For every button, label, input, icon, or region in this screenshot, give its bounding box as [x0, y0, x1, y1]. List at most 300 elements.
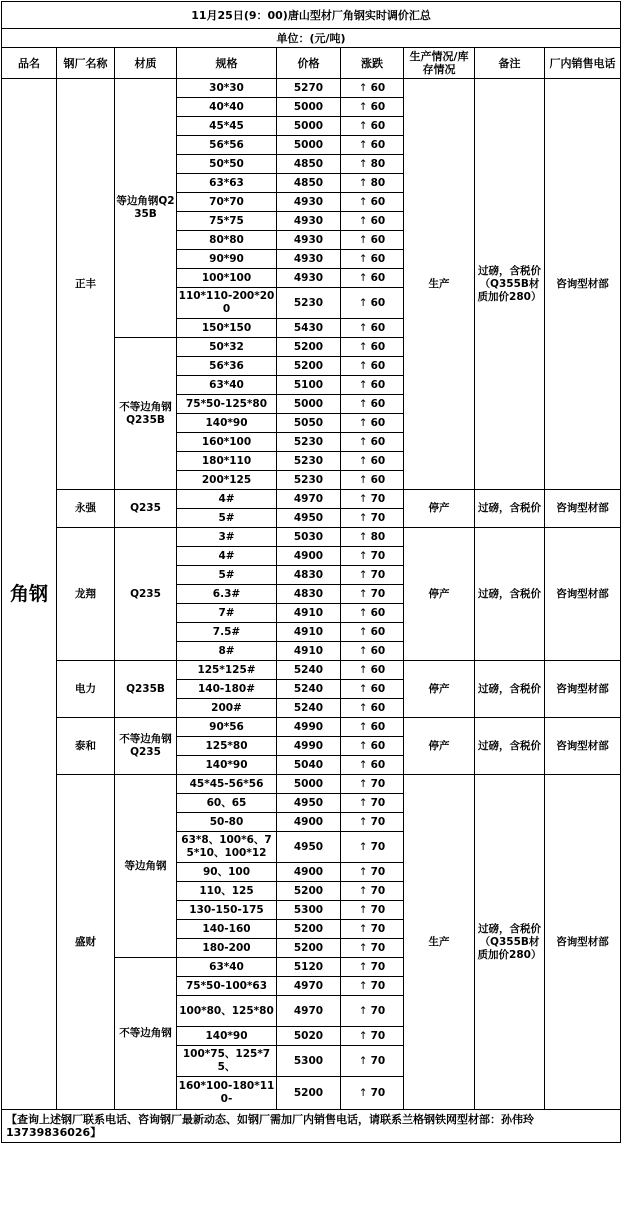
- price-cell: 5000: [277, 98, 341, 117]
- header-product: 品名: [2, 48, 57, 79]
- spec-cell: 4#: [177, 490, 277, 509]
- sales-contact: 咨询型材部: [545, 490, 621, 528]
- change-value: 60: [370, 340, 386, 353]
- unit-label: 单位：(元/吨): [2, 29, 621, 48]
- change-cell: [341, 775, 404, 794]
- up-arrow-icon: ↑: [358, 176, 368, 189]
- change-cell: [341, 604, 404, 623]
- up-arrow-icon: ↑: [358, 378, 368, 391]
- material-cell: 不等边角钢Q235: [115, 718, 177, 775]
- sales-contact: 咨询型材部: [545, 718, 621, 775]
- up-arrow-icon: ↑: [358, 739, 368, 752]
- change-cell: [341, 661, 404, 680]
- change-value: 70: [370, 815, 386, 828]
- change-cell: [341, 737, 404, 756]
- change-cell: [341, 699, 404, 718]
- price-cell: 5000: [277, 117, 341, 136]
- change-value: 60: [370, 416, 386, 429]
- price-cell: 5200: [277, 338, 341, 357]
- spec-cell: 160*100-180*110-: [177, 1077, 277, 1110]
- spec-cell: 4#: [177, 547, 277, 566]
- spec-cell: 7#: [177, 604, 277, 623]
- up-arrow-icon: ↑: [358, 492, 368, 505]
- spec-cell: 70*70: [177, 193, 277, 212]
- change-value: 60: [370, 397, 386, 410]
- header-price: 价格: [277, 48, 341, 79]
- spec-cell: 50-80: [177, 813, 277, 832]
- mill-name: 泰和: [57, 718, 115, 775]
- material-cell: 等边角钢: [115, 775, 177, 958]
- change-cell: [341, 718, 404, 737]
- change-value: 70: [370, 840, 386, 853]
- change-value: 60: [370, 644, 386, 657]
- price-cell: 5270: [277, 79, 341, 98]
- change-cell: [341, 98, 404, 117]
- spec-cell: 80*80: [177, 231, 277, 250]
- change-cell: [341, 623, 404, 642]
- change-cell: [341, 212, 404, 231]
- price-cell: 5240: [277, 661, 341, 680]
- price-cell: 4830: [277, 585, 341, 604]
- up-arrow-icon: ↑: [358, 865, 368, 878]
- spec-cell: 140*90: [177, 756, 277, 775]
- up-arrow-icon: ↑: [358, 1029, 368, 1042]
- change-value: 60: [370, 606, 386, 619]
- change-cell: [341, 117, 404, 136]
- production-status: 停产: [404, 528, 475, 661]
- spec-cell: 45*45-56*56: [177, 775, 277, 794]
- spec-cell: 6.3#: [177, 585, 277, 604]
- change-cell: [341, 79, 404, 98]
- spec-cell: 125*80: [177, 737, 277, 756]
- price-cell: 4900: [277, 863, 341, 882]
- up-arrow-icon: ↑: [358, 454, 368, 467]
- change-cell: [341, 977, 404, 996]
- price-cell: 4970: [277, 977, 341, 996]
- change-cell: [341, 471, 404, 490]
- sales-contact: 咨询型材部: [545, 775, 621, 1110]
- spec-cell: 7.5#: [177, 623, 277, 642]
- spec-cell: 200#: [177, 699, 277, 718]
- price-cell: 5050: [277, 414, 341, 433]
- price-cell: 5020: [277, 1027, 341, 1046]
- spec-cell: 8#: [177, 642, 277, 661]
- header-material: 材质: [115, 48, 177, 79]
- price-cell: 4930: [277, 269, 341, 288]
- remark-cell: 过磅，含税价: [475, 528, 545, 661]
- remark-cell: 过磅，含税价: [475, 661, 545, 718]
- price-cell: 5000: [277, 775, 341, 794]
- change-value: 60: [370, 378, 386, 391]
- up-arrow-icon: ↑: [358, 233, 368, 246]
- change-value: 60: [370, 81, 386, 94]
- change-cell: [341, 882, 404, 901]
- change-value: 70: [370, 1029, 386, 1042]
- mill-name: 龙翔: [57, 528, 115, 661]
- change-cell: [341, 756, 404, 775]
- change-cell: [341, 433, 404, 452]
- change-cell: [341, 794, 404, 813]
- change-value: 60: [370, 758, 386, 771]
- change-value: 60: [370, 739, 386, 752]
- price-cell: 5200: [277, 920, 341, 939]
- change-cell: [341, 566, 404, 585]
- price-cell: 5230: [277, 471, 341, 490]
- change-value: 70: [370, 549, 386, 562]
- up-arrow-icon: ↑: [358, 682, 368, 695]
- change-value: 70: [370, 1054, 386, 1067]
- up-arrow-icon: ↑: [358, 720, 368, 733]
- up-arrow-icon: ↑: [358, 252, 368, 265]
- change-value: 60: [370, 701, 386, 714]
- spec-cell: 56*36: [177, 357, 277, 376]
- up-arrow-icon: ↑: [358, 511, 368, 524]
- spec-cell: 110*110-200*200: [177, 288, 277, 319]
- production-status: 生产: [404, 79, 475, 490]
- up-arrow-icon: ↑: [358, 644, 368, 657]
- up-arrow-icon: ↑: [358, 840, 368, 853]
- price-cell: 4850: [277, 155, 341, 174]
- price-cell: 5000: [277, 136, 341, 155]
- change-value: 70: [370, 796, 386, 809]
- spec-cell: 130-150-175: [177, 901, 277, 920]
- change-cell: [341, 174, 404, 193]
- up-arrow-icon: ↑: [358, 214, 368, 227]
- change-cell: [341, 585, 404, 604]
- spec-cell: 140*90: [177, 1027, 277, 1046]
- price-cell: 4950: [277, 794, 341, 813]
- spec-cell: 3#: [177, 528, 277, 547]
- price-cell: 4930: [277, 193, 341, 212]
- spec-cell: 5#: [177, 566, 277, 585]
- change-value: 70: [370, 922, 386, 935]
- spec-cell: 90、100: [177, 863, 277, 882]
- change-cell: [341, 193, 404, 212]
- spec-cell: 56*56: [177, 136, 277, 155]
- price-cell: 5230: [277, 452, 341, 471]
- price-cell: 5240: [277, 680, 341, 699]
- price-cell: 4930: [277, 212, 341, 231]
- up-arrow-icon: ↑: [358, 296, 368, 309]
- change-value: 60: [370, 100, 386, 113]
- change-cell: [341, 231, 404, 250]
- change-cell: [341, 490, 404, 509]
- change-value: 80: [370, 176, 386, 189]
- spec-cell: 63*8、100*6、75*10、100*12: [177, 832, 277, 863]
- mill-name: 永强: [57, 490, 115, 528]
- price-cell: 5030: [277, 528, 341, 547]
- up-arrow-icon: ↑: [358, 81, 368, 94]
- header-remark: 备注: [475, 48, 545, 79]
- change-value: 60: [370, 454, 386, 467]
- up-arrow-icon: ↑: [358, 701, 368, 714]
- up-arrow-icon: ↑: [358, 960, 368, 973]
- change-value: 70: [370, 777, 386, 790]
- spec-cell: 140*90: [177, 414, 277, 433]
- change-cell: [341, 813, 404, 832]
- up-arrow-icon: ↑: [358, 979, 368, 992]
- up-arrow-icon: ↑: [358, 530, 368, 543]
- table-row: [2, 661, 621, 680]
- spec-cell: 5#: [177, 509, 277, 528]
- up-arrow-icon: ↑: [358, 549, 368, 562]
- price-cell: 5120: [277, 958, 341, 977]
- up-arrow-icon: ↑: [358, 663, 368, 676]
- spec-cell: 75*75: [177, 212, 277, 231]
- up-arrow-icon: ↑: [358, 416, 368, 429]
- up-arrow-icon: ↑: [358, 435, 368, 448]
- change-value: 70: [370, 865, 386, 878]
- price-cell: 4930: [277, 250, 341, 269]
- price-cell: 5230: [277, 288, 341, 319]
- header-change: 涨跌: [341, 48, 404, 79]
- price-table: [1, 1, 621, 1143]
- price-cell: 4950: [277, 509, 341, 528]
- up-arrow-icon: ↑: [358, 606, 368, 619]
- change-value: 80: [370, 157, 386, 170]
- price-cell: 4900: [277, 547, 341, 566]
- change-cell: [341, 452, 404, 471]
- up-arrow-icon: ↑: [358, 777, 368, 790]
- production-status: 生产: [404, 775, 475, 1110]
- header-mill: 钢厂名称: [57, 48, 115, 79]
- price-cell: 5240: [277, 699, 341, 718]
- change-cell: [341, 376, 404, 395]
- change-value: 60: [370, 663, 386, 676]
- up-arrow-icon: ↑: [358, 922, 368, 935]
- change-value: 70: [370, 960, 386, 973]
- up-arrow-icon: ↑: [358, 473, 368, 486]
- change-cell: [341, 901, 404, 920]
- change-cell: [341, 509, 404, 528]
- change-cell: [341, 1046, 404, 1077]
- change-cell: [341, 642, 404, 661]
- spec-cell: 45*45: [177, 117, 277, 136]
- spec-cell: 150*150: [177, 319, 277, 338]
- sales-contact: 咨询型材部: [545, 528, 621, 661]
- production-status: 停产: [404, 490, 475, 528]
- change-cell: [341, 136, 404, 155]
- change-cell: [341, 338, 404, 357]
- spec-cell: 75*50-100*63: [177, 977, 277, 996]
- table-row: [2, 718, 621, 737]
- change-value: 70: [370, 941, 386, 954]
- up-arrow-icon: ↑: [358, 157, 368, 170]
- change-cell: [341, 680, 404, 699]
- change-cell: [341, 1027, 404, 1046]
- change-cell: [341, 528, 404, 547]
- change-cell: [341, 920, 404, 939]
- remark-cell: 过磅，含税价: [475, 490, 545, 528]
- change-value: 60: [370, 195, 386, 208]
- table-title: 11月25日(9：00)唐山型材厂角钢实时调价汇总: [2, 2, 621, 29]
- change-cell: [341, 547, 404, 566]
- sales-contact: 咨询型材部: [545, 661, 621, 718]
- up-arrow-icon: ↑: [358, 941, 368, 954]
- spec-cell: 63*63: [177, 174, 277, 193]
- spec-cell: 100*100: [177, 269, 277, 288]
- up-arrow-icon: ↑: [358, 195, 368, 208]
- up-arrow-icon: ↑: [358, 796, 368, 809]
- spec-cell: 90*90: [177, 250, 277, 269]
- footer-note: 【查询上述钢厂联系电话、咨询钢厂最新动态、如钢厂需加厂内销售电话，请联系兰格钢铁网型材部：孙伟玲13739836026】: [2, 1110, 621, 1143]
- change-value: 70: [370, 903, 386, 916]
- price-cell: 4930: [277, 231, 341, 250]
- material-cell: Q235B: [115, 661, 177, 718]
- material-cell: 不等边角钢Q235B: [115, 338, 177, 490]
- price-cell: 4900: [277, 813, 341, 832]
- change-value: 60: [370, 435, 386, 448]
- change-cell: [341, 958, 404, 977]
- change-value: 60: [370, 720, 386, 733]
- production-status: 停产: [404, 661, 475, 718]
- up-arrow-icon: ↑: [358, 100, 368, 113]
- price-cell: 4910: [277, 623, 341, 642]
- spec-cell: 140-180#: [177, 680, 277, 699]
- up-arrow-icon: ↑: [358, 359, 368, 372]
- spec-cell: 200*125: [177, 471, 277, 490]
- change-cell: [341, 996, 404, 1027]
- price-cell: 4990: [277, 718, 341, 737]
- header-production-status: 生产情况/库存情况: [404, 48, 475, 79]
- up-arrow-icon: ↑: [358, 903, 368, 916]
- price-cell: 4950: [277, 832, 341, 863]
- change-cell: [341, 319, 404, 338]
- up-arrow-icon: ↑: [358, 1004, 368, 1017]
- production-status: 停产: [404, 718, 475, 775]
- change-value: 80: [370, 530, 386, 543]
- change-value: 60: [370, 682, 386, 695]
- price-cell: 4910: [277, 642, 341, 661]
- table-row: [2, 528, 621, 547]
- change-value: 70: [370, 1004, 386, 1017]
- change-value: 60: [370, 321, 386, 334]
- change-cell: [341, 414, 404, 433]
- change-value: 60: [370, 359, 386, 372]
- spec-cell: 50*32: [177, 338, 277, 357]
- price-cell: 5200: [277, 882, 341, 901]
- up-arrow-icon: ↑: [358, 1054, 368, 1067]
- change-cell: [341, 357, 404, 376]
- remark-cell: 过磅，含税价: [475, 718, 545, 775]
- spec-cell: 140-160: [177, 920, 277, 939]
- up-arrow-icon: ↑: [358, 321, 368, 334]
- spec-cell: 40*40: [177, 98, 277, 117]
- spec-cell: 110、125: [177, 882, 277, 901]
- change-value: 70: [370, 884, 386, 897]
- price-cell: 4970: [277, 996, 341, 1027]
- change-value: 60: [370, 271, 386, 284]
- change-value: 60: [370, 233, 386, 246]
- change-cell: [341, 395, 404, 414]
- price-cell: 5100: [277, 376, 341, 395]
- header-spec: 规格: [177, 48, 277, 79]
- change-value: 70: [370, 568, 386, 581]
- header-sales-phone: 厂内销售电话: [545, 48, 621, 79]
- price-cell: 4850: [277, 174, 341, 193]
- spec-cell: 75*50-125*80: [177, 395, 277, 414]
- change-cell: [341, 269, 404, 288]
- change-value: 70: [370, 1086, 386, 1099]
- price-cell: 4830: [277, 566, 341, 585]
- mill-name: 正丰: [57, 79, 115, 490]
- up-arrow-icon: ↑: [358, 119, 368, 132]
- price-cell: 5000: [277, 395, 341, 414]
- change-value: 60: [370, 296, 386, 309]
- up-arrow-icon: ↑: [358, 1086, 368, 1099]
- up-arrow-icon: ↑: [358, 758, 368, 771]
- up-arrow-icon: ↑: [358, 568, 368, 581]
- price-cell: 5300: [277, 901, 341, 920]
- spec-cell: 30*30: [177, 79, 277, 98]
- price-cell: 5200: [277, 357, 341, 376]
- mill-name: 盛财: [57, 775, 115, 1110]
- spec-cell: 90*56: [177, 718, 277, 737]
- spec-cell: 100*80、125*80: [177, 996, 277, 1027]
- up-arrow-icon: ↑: [358, 397, 368, 410]
- price-cell: 5200: [277, 1077, 341, 1110]
- change-value: 60: [370, 473, 386, 486]
- table-row: [2, 490, 621, 509]
- material-cell: Q235: [115, 490, 177, 528]
- spec-cell: 100*75、125*75、: [177, 1046, 277, 1077]
- spec-cell: 180*110: [177, 452, 277, 471]
- up-arrow-icon: ↑: [358, 138, 368, 151]
- change-cell: [341, 155, 404, 174]
- up-arrow-icon: ↑: [358, 815, 368, 828]
- price-cell: 5040: [277, 756, 341, 775]
- up-arrow-icon: ↑: [358, 884, 368, 897]
- change-value: 60: [370, 214, 386, 227]
- change-value: 60: [370, 252, 386, 265]
- change-value: 60: [370, 625, 386, 638]
- change-value: 70: [370, 511, 386, 524]
- change-cell: [341, 250, 404, 269]
- price-cell: 4990: [277, 737, 341, 756]
- price-cell: 5430: [277, 319, 341, 338]
- spec-cell: 125*125#: [177, 661, 277, 680]
- up-arrow-icon: ↑: [358, 587, 368, 600]
- price-cell: 4910: [277, 604, 341, 623]
- table-row: [2, 775, 621, 794]
- mill-name: 电力: [57, 661, 115, 718]
- change-value: 70: [370, 979, 386, 992]
- spec-cell: 60、65: [177, 794, 277, 813]
- spec-cell: 50*50: [177, 155, 277, 174]
- material-cell: 不等边角钢: [115, 958, 177, 1110]
- change-cell: [341, 1077, 404, 1110]
- spec-cell: 63*40: [177, 958, 277, 977]
- price-cell: 5200: [277, 939, 341, 958]
- material-cell: Q235: [115, 528, 177, 661]
- up-arrow-icon: ↑: [358, 625, 368, 638]
- change-value: 60: [370, 119, 386, 132]
- change-cell: [341, 832, 404, 863]
- spec-cell: 160*100: [177, 433, 277, 452]
- remark-cell: 过磅，含税价（Q355B材质加价280）: [475, 775, 545, 1110]
- sales-contact: 咨询型材部: [545, 79, 621, 490]
- price-cell: 5230: [277, 433, 341, 452]
- change-cell: [341, 939, 404, 958]
- material-cell: 等边角钢Q235B: [115, 79, 177, 338]
- product-name: 角钢: [2, 79, 57, 1110]
- price-cell: 4970: [277, 490, 341, 509]
- change-value: 70: [370, 587, 386, 600]
- spec-cell: 63*40: [177, 376, 277, 395]
- spec-cell: 180-200: [177, 939, 277, 958]
- change-value: 70: [370, 492, 386, 505]
- change-cell: [341, 288, 404, 319]
